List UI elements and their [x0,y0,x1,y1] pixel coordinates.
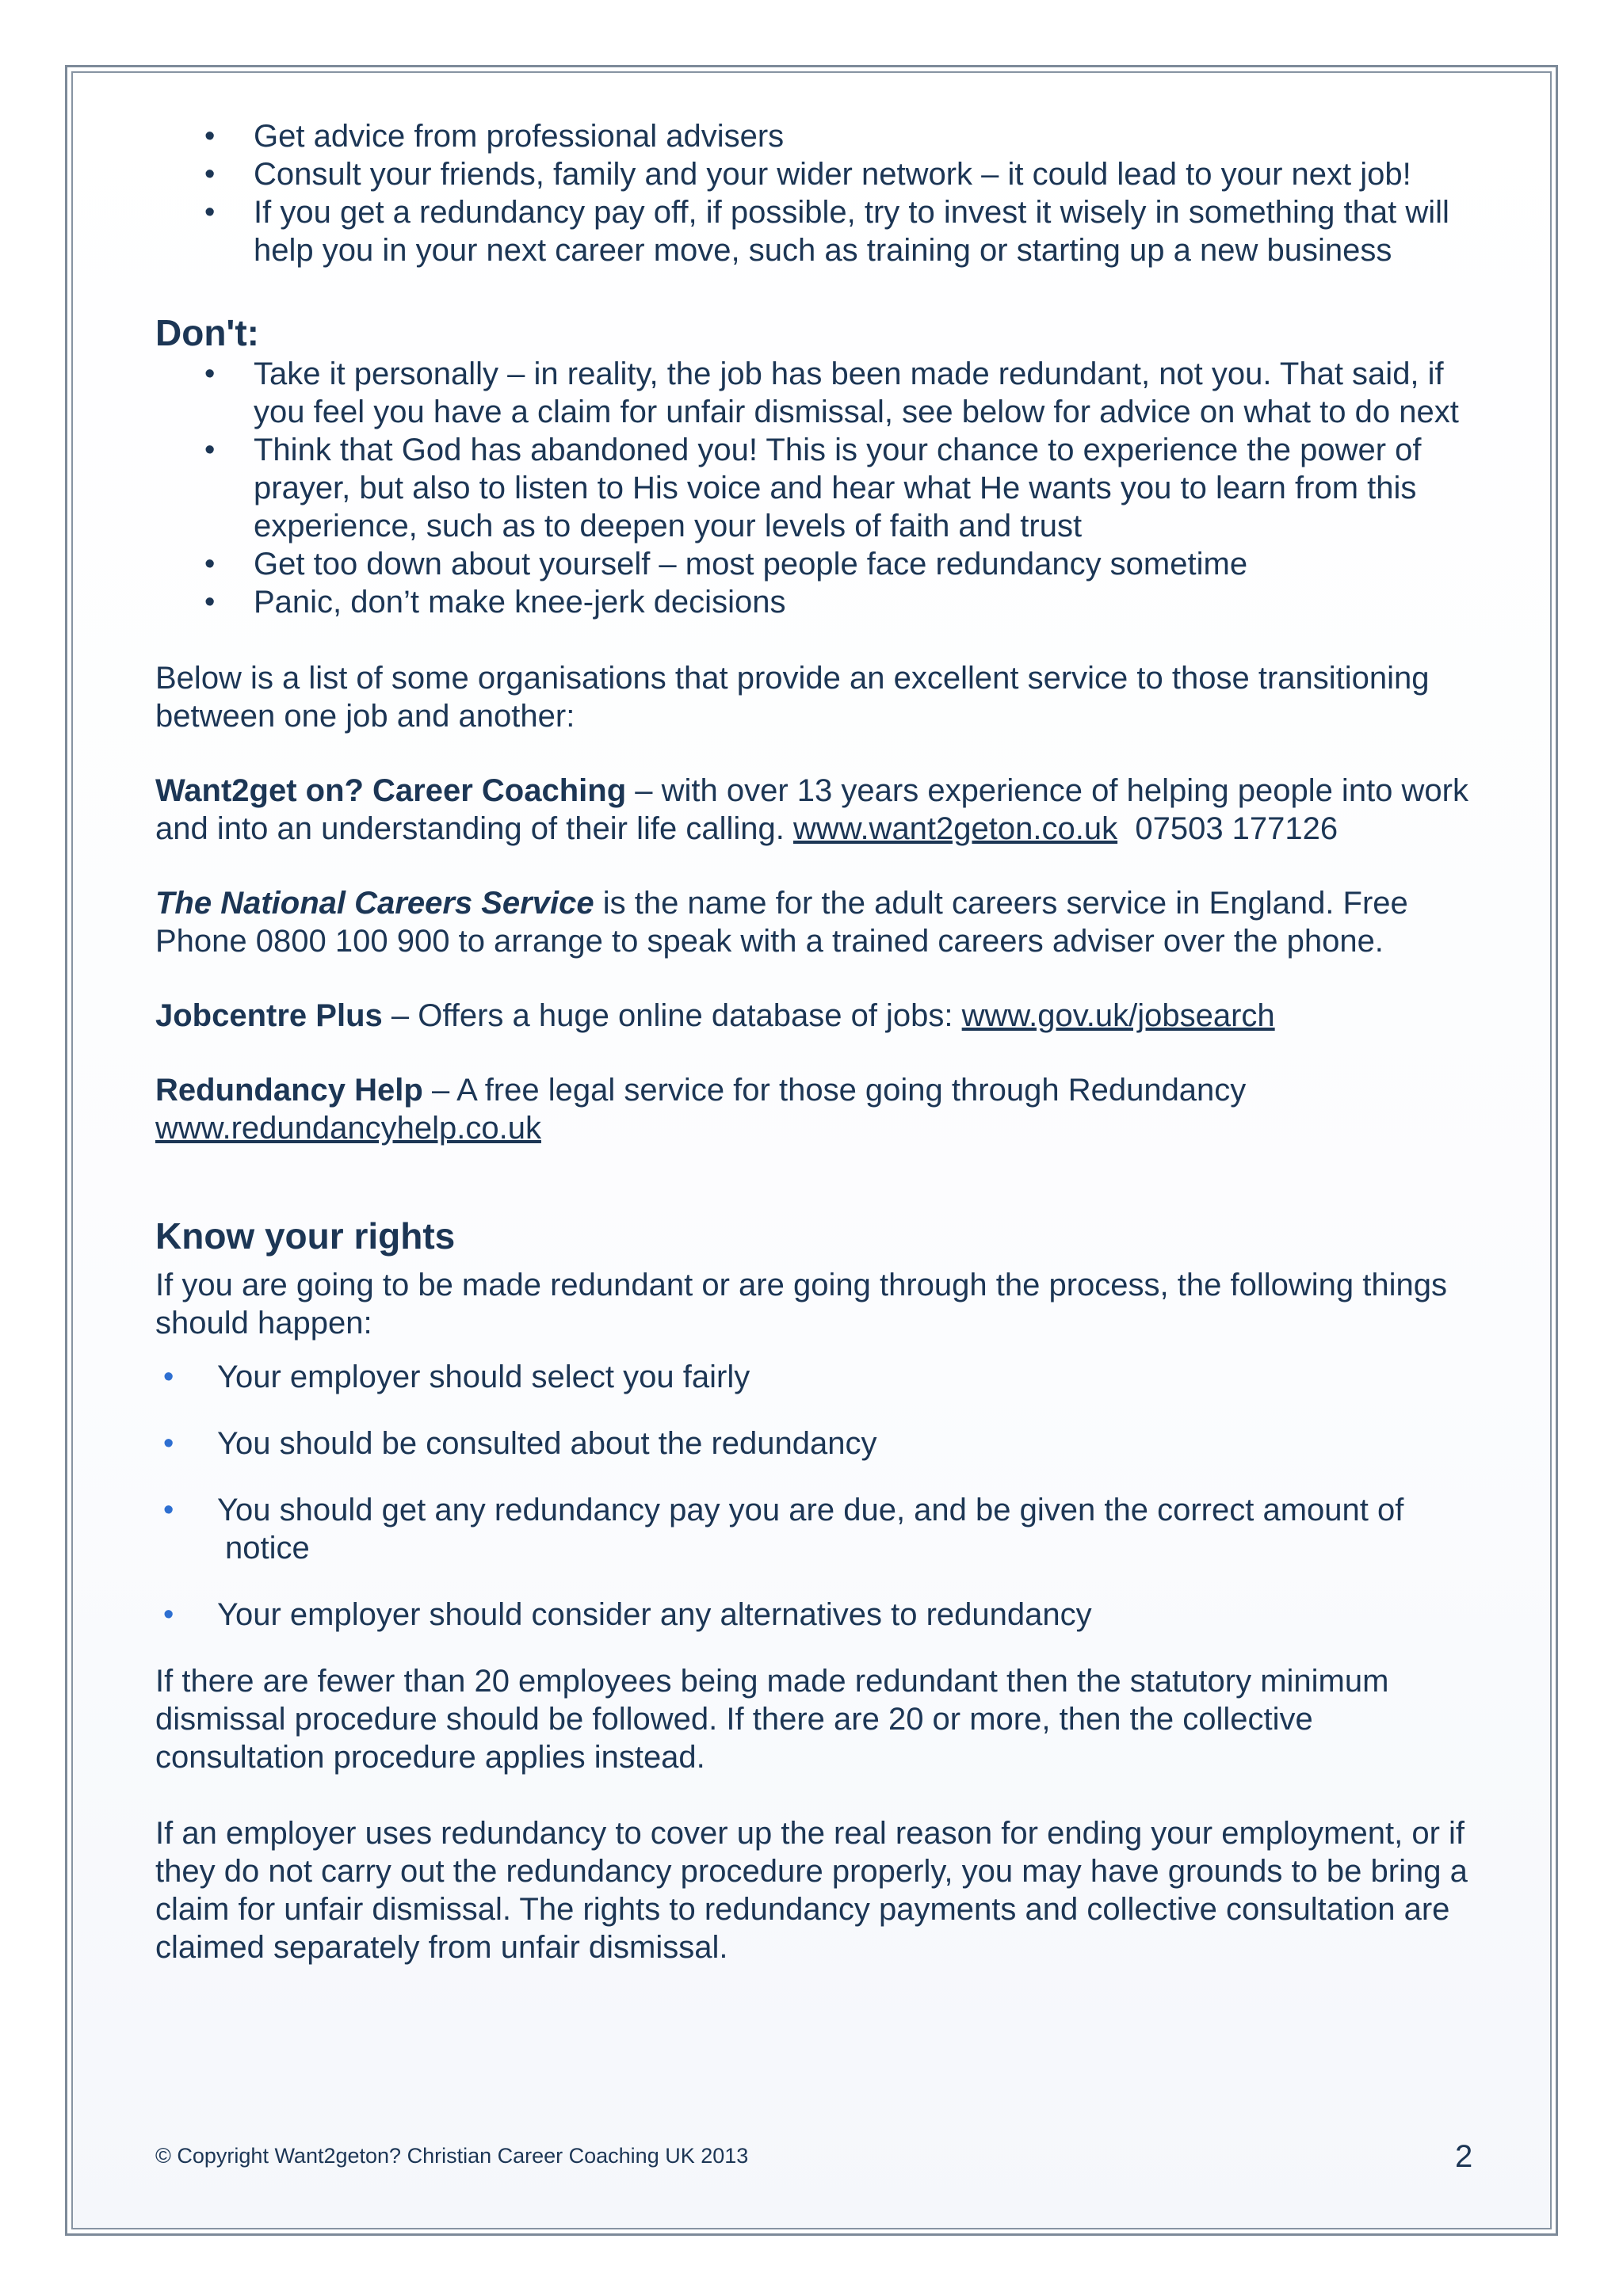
list-item: • If you get a redundancy pay off, if possible, try to invest it wisely in something that will help you in your next career move, such as training or starting up a new business [155,193,1487,269]
page-number: 2 [1455,2139,1473,2174]
footer-copyright: © Copyright Want2geton? Christian Career Coaching UK 2013 [155,2144,749,2168]
rights-heading: Know your rights [155,1215,456,1257]
list-item: • You should be consulted about the redundancy [155,1425,1487,1463]
rights-intro: If you are going to be made redundant or are going through the process, the following things should happen: [155,1268,1447,1341]
org-name: Redundancy Help [155,1073,423,1108]
jobsearch-link[interactable]: www.gov.uk/jobsearch [961,998,1275,1033]
list-item-text: You should get any redundancy pay you are due, and be given the correct amount of [217,1493,1404,1527]
org-phone: 07503 177126 [1117,811,1338,846]
org-national-careers-service [155,884,1487,960]
org-description: – A free legal service for those going through Redundancy [422,1073,1247,1108]
want2geton-link[interactable]: www.want2geton.co.uk [792,811,1118,846]
dont-heading: Don't: [155,312,259,353]
list-item: • Get too down about yourself – most people face redundancy sometime [155,545,1487,583]
rights-paragraph-1: If there are fewer than 20 employees being made redundant then the statutory minimum dismissal procedure should be followed. If there are 20 or more, then the collective consultation procedure applies instead. [155,1664,1389,1775]
list-item: • Get advice from professional advisers [155,117,1487,155]
dont-bullet-list [155,355,1487,621]
list-item-continuation: notice [225,1531,310,1566]
list-item [155,1491,1487,1567]
org-description: – with over 13 years experience of helping people into work and into an understanding of their life calling. [155,773,1468,846]
org-name: Want2get on? Career Coaching [155,773,627,808]
org-jobcentre-plus [155,997,1487,1035]
top-bullet-list [155,117,1487,269]
org-name: The National Careers Service [155,886,594,921]
list-item: • Your employer should consider any alternatives to redundancy [155,1596,1487,1634]
redundancyhelp-link[interactable]: www.redundancyhelp.co.uk [155,1111,541,1146]
list-item: • Think that God has abandoned you! This is your chance to experience the power of prayer, but also to listen to His voice and hear what He wants you to learn from this experience, such as to deepen your levels of faith and trust [155,431,1487,545]
organisations-intro: Below is a list of some organisations that provide an excellent service to those transitioning between one job and another: [155,661,1430,734]
page-content [155,117,1487,1966]
list-item: • Take it personally – in reality, the job has been made redundant, not you. That said, if you feel you have a claim for unfair dismissal, see below for advice on what to do next [155,355,1487,431]
list-item: • Your employer should select you fairly [155,1358,1487,1396]
list-item: • Consult your friends, family and your wider network – it could lead to your next job! [155,155,1487,193]
list-item: • Panic, don’t make knee-jerk decisions [155,583,1487,621]
org-want2geton [155,772,1487,848]
rights-paragraph-2: If an employer uses redundancy to cover up the real reason for ending your employment, or if they do not carry out the redundancy procedure properly, you may have grounds to be bring a claim for unfair dismissal. The rights to redundancy payments and collective consultation are claimed separately from unfair dismissal. [155,1816,1468,1965]
rights-bullet-list [155,1358,1487,1634]
org-name: Jobcentre Plus [155,998,383,1033]
org-description: is the name for the adult careers service in England. Free Phone 0800 100 900 to arrange to speak with a trained careers adviser over the phone. [155,886,1408,959]
org-description: – Offers a huge online database of jobs: [382,998,962,1033]
org-redundancy-help [155,1071,1487,1147]
